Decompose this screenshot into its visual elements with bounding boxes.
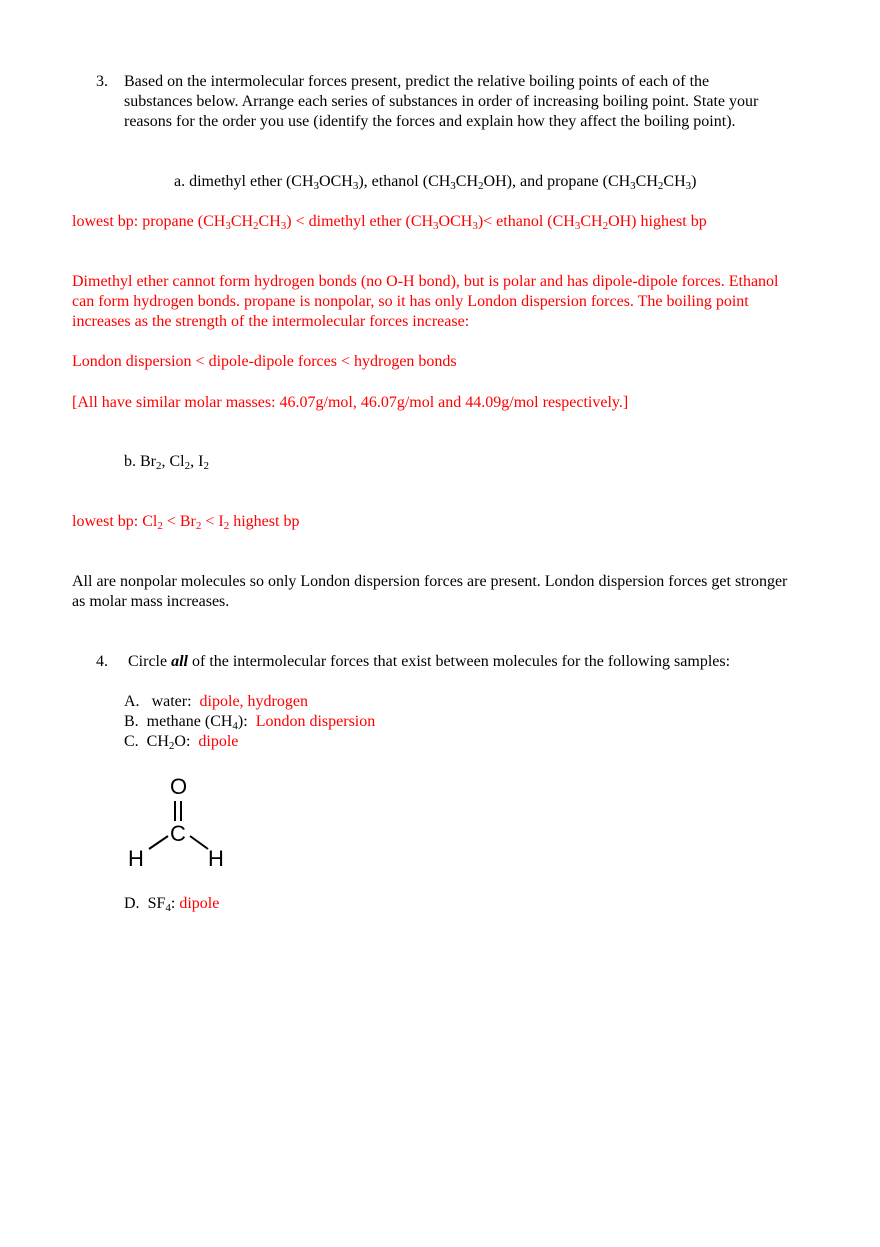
q4-item-a: A. water: dipole, hydrogen xyxy=(124,693,308,710)
q3a-molar-mass-note: [All have similar molar masses: 46.07g/mol, 46.07g/mol and 44.09g/mol respectively.] xyxy=(72,394,629,411)
q4-item-c-answer: dipole xyxy=(198,733,239,750)
carbon-atom: C xyxy=(170,821,186,846)
q4-item-d: D. $SF_4$: dipole xyxy=(124,895,220,914)
formaldehyde-structure xyxy=(124,774,234,870)
q3a-substances: a. dimethyl ether $(CH_3OCH_3)$, ethanol $(CH_3CH_2OH)$, and propane $(CH_3CH_2CH_3)$ xyxy=(174,173,697,192)
q3a-explanation: Dimethyl ether cannot form hydrogen bonds (no O-H bond), but is polar and has dipole-dipole forces. Ethanol can form hydrogen bonds. propane is nonpolar, so it has only London dispersion forces. The boiling point increases as the strength of the intermolecular forces increase: xyxy=(72,273,779,330)
q3b-substances: b. $Br_2$, $Cl_2$, $I_2$ xyxy=(124,453,209,472)
hydrogen-atom-left: H xyxy=(128,846,144,870)
q4-number: 4. xyxy=(96,653,108,670)
q4-item-c: C. $CH_2O$: dipole xyxy=(124,733,239,752)
hydrogen-atom-right: H xyxy=(208,846,224,870)
q4-item-b-answer: London dispersion xyxy=(255,713,376,730)
q3a-answer: lowest bp: propane $(CH_3CH_2CH_3)$ < dimethyl ether $(CH_3OCH_3)<$ ethanol $(CH_3CH_2OH)$ highest bp xyxy=(72,213,707,232)
q4-prompt: Circle all of the intermolecular forces that exist between molecules for the following samples: xyxy=(128,653,731,670)
oxygen-atom: O xyxy=(170,774,188,799)
q4-item-d-answer: dipole xyxy=(179,895,220,912)
q3a-force-order: London dispersion < dipole-dipole forces < hydrogen bonds xyxy=(72,353,457,370)
bond-c-h-left xyxy=(149,836,168,849)
q3b-explanation: All are nonpolar molecules so only London dispersion forces are present. London dispersion forces get stronger as molar mass increases. xyxy=(72,573,788,610)
q3-prompt: Based on the intermolecular forces present, predict the relative boiling points of each of the substances below. Arrange each series of substances in order of increasing boiling point. State your reasons for the order you use (identify the forces and explain how they affect the boiling point). xyxy=(124,73,759,130)
bond-c-h-right xyxy=(190,836,208,849)
q4-item-b: B. methane $(CH_4)$: London dispersion xyxy=(124,713,376,732)
q4-item-a-answer: dipole, hydrogen xyxy=(199,693,308,710)
q3b-answer: lowest bp: $Cl_2 < Br_2 < I_2$ highest bp xyxy=(72,513,300,532)
q3-number: 3. xyxy=(96,73,108,90)
